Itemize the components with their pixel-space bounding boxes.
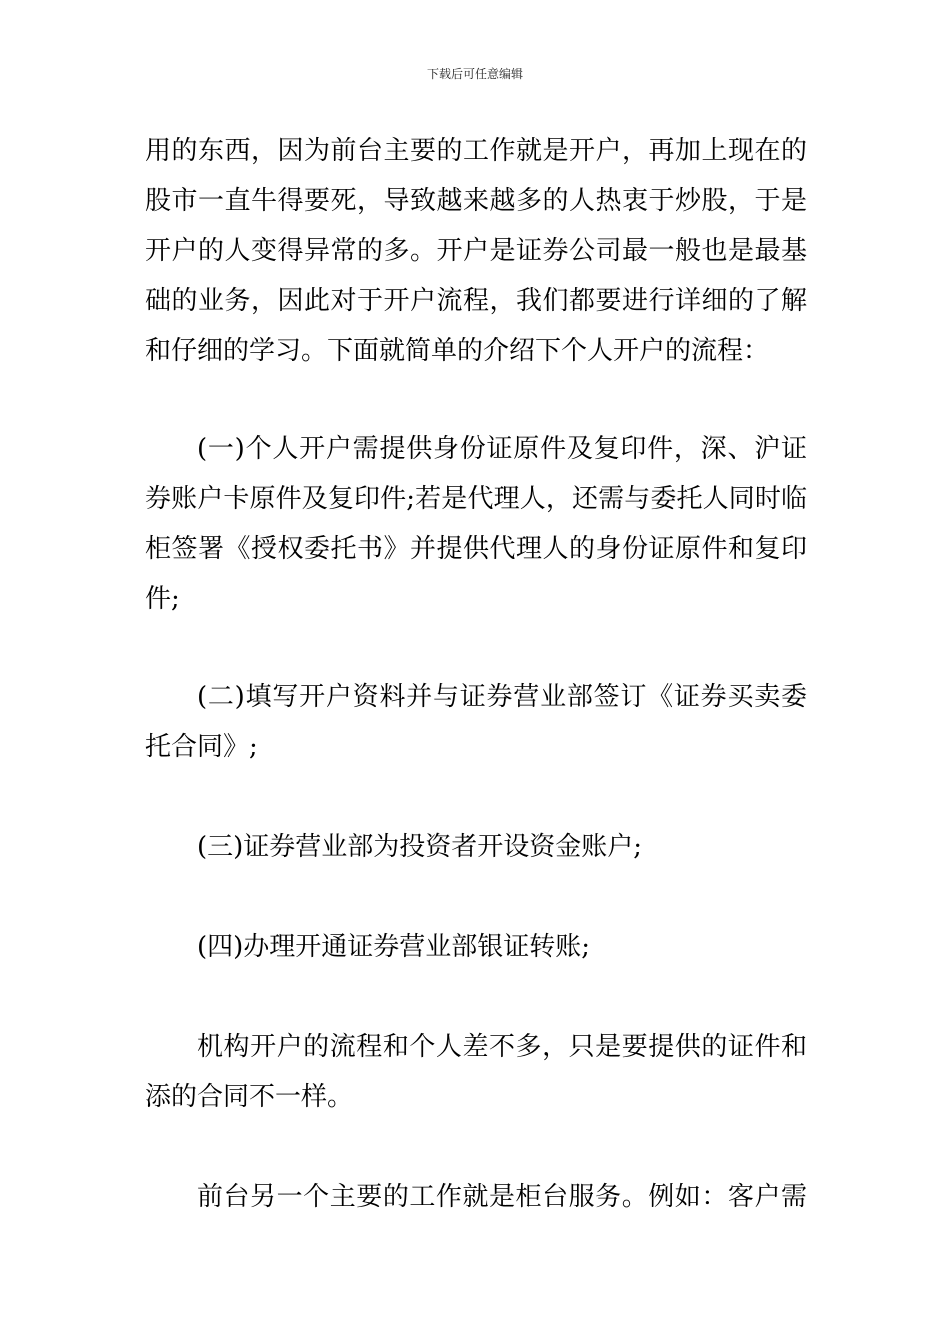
paragraph-spacer — [145, 376, 807, 424]
text-line: 添的合同不一样。 — [145, 1082, 354, 1112]
page-header: 下载后可任意编辑 — [426, 67, 523, 81]
paragraph-spacer — [145, 1122, 807, 1172]
paragraph-spacer — [145, 872, 807, 922]
text-line: 托合同》; — [145, 732, 258, 762]
paragraph-2 — [145, 424, 807, 624]
text-line: 础的业务，因此对于开户流程，我们都要进行详细的了解 — [145, 286, 807, 316]
text-line: 前台另一个主要的工作就是柜台服务。例如：客户需 — [197, 1182, 807, 1212]
paragraph-spacer — [145, 772, 807, 822]
text-line: (三)证券营业部为投资者开设资金账户; — [197, 832, 643, 862]
text-line: 开户的人变得异常的多。开户是证券公司最一般也是最基 — [145, 236, 807, 266]
paragraph-spacer — [145, 624, 807, 672]
text-line: 机构开户的流程和个人差不多，只是要提供的证件和 — [197, 1032, 807, 1062]
text-line: 和仔细的学习。下面就简单的介绍下个人开户的流程： — [145, 336, 770, 366]
document-body — [145, 126, 807, 1222]
paragraph-4 — [145, 822, 807, 872]
paragraph-6 — [145, 1022, 807, 1122]
paragraph-7 — [145, 1172, 807, 1222]
paragraph-3 — [145, 672, 807, 772]
text-line: 件; — [145, 584, 180, 614]
paragraph-1 — [145, 126, 807, 376]
text-line: (四)办理开通证券营业部银证转账; — [197, 932, 591, 962]
paragraph-spacer — [145, 972, 807, 1022]
text-line: 柜签署《授权委托书》并提供代理人的身份证原件和复印 — [145, 534, 807, 564]
text-line: 用的东西，因为前台主要的工作就是开户，再加上现在的 — [145, 136, 807, 166]
text-line: (一)个人开户需提供身份证原件及复印件，深、沪证 — [197, 434, 807, 464]
text-line: (二)填写开户资料并与证券营业部签订《证券买卖委 — [197, 682, 807, 712]
paragraph-5 — [145, 922, 807, 972]
text-line: 券账户卡原件及复印件;若是代理人，还需与委托人同时临 — [145, 484, 807, 514]
text-line: 股市一直牛得要死，导致越来越多的人热衷于炒股，于是 — [145, 186, 807, 216]
